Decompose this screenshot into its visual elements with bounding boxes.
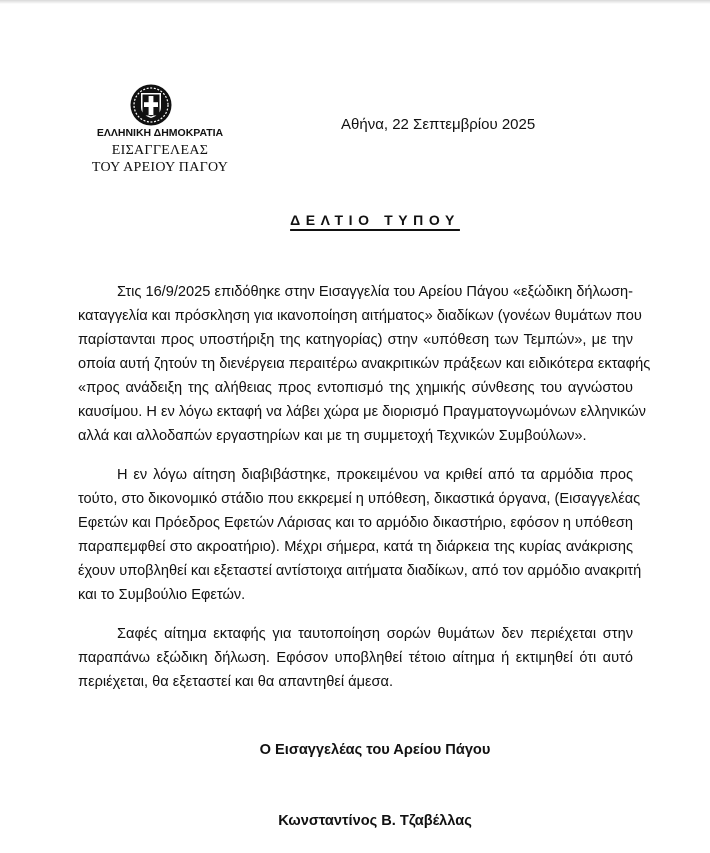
paragraph-line: «προς ανάδειξη της αλήθειας προς εντοπισμό της χημικής σύνθεσης του αγνώστου bbox=[78, 380, 633, 396]
signatory-role: Ο Εισαγγελέας του Αρείου Πάγου bbox=[259, 742, 491, 758]
greek-coat-of-arms-icon bbox=[129, 83, 173, 127]
paragraph-line: καταγγελία και πρόσκληση για ικανοποίηση αιτήματος» διαδίκων (γονέων θυμάτων που bbox=[78, 308, 642, 324]
paragraph-line: παραπάνω εξώδικη δήλωση. Εφόσον υποβληθεί τέτοιο αίτημα ή εκτιμηθεί ότι αυτό bbox=[78, 650, 633, 666]
signatory-name: Κωνσταντίνος Β. Τζαβέλλας bbox=[278, 813, 472, 829]
office-name-line-2: ΤΟΥ ΑΡΕΙΟΥ ΠΑΓΟΥ bbox=[91, 160, 229, 175]
republic-name: ΕΛΛΗΝΙΚΗ ΔΗΜΟΚΡΑΤΙΑ bbox=[96, 127, 224, 139]
paragraph-line: τούτο, στο δικονομικό στάδιο που εκκρεμεί η υπόθεση, δικαστικά όργανα, (Εισαγγελέας bbox=[78, 491, 641, 507]
paragraph-line: αλλά και αλλοδαπών εργαστηρίων και με τη συμμετοχή Τεχνικών Συμβούλων». bbox=[78, 428, 587, 444]
paragraph-line: Εφετών και Πρόεδρος Εφετών Λάρισας και το αρμόδιο δικαστήριο, εφόσον η υπόθεση bbox=[78, 515, 634, 531]
office-name-line-1: ΕΙΣΑΓΓΕΛΕΑΣ bbox=[111, 143, 209, 158]
paragraph-line: παραπεμφθεί στο ακροατήριο). Μέχρι σήμερα, κατά τη διάρκεια της κυρίας ανάκρισης bbox=[78, 539, 633, 555]
paragraph-line: καυσίμου. Η εν λόγω εκταφή να λάβει χώρα με διορισμό Πραγματογνωμόνων ελληνικών bbox=[78, 404, 646, 420]
paragraph-line: περιέχεται, θα εξεταστεί και θα απαντηθεί άμεσα. bbox=[78, 674, 394, 690]
paragraph-line: Η εν λόγω αίτηση διαβιβάστηκε, προκειμένου να κριθεί από τα αρμόδια προς bbox=[117, 467, 633, 483]
paragraph-line: Στις 16/9/2025 επιδόθηκε στην Εισαγγελία του Αρείου Πάγου «εξώδικη δήλωση- bbox=[117, 284, 633, 300]
paragraph-line: οποία αυτή ζητούν τη διενέργεια περαιτέρω ανακριτικών πράξεων και ειδικότερα εκταφής bbox=[78, 356, 651, 372]
paragraph-line: έχουν υποβληθεί και εξεταστεί αντίστοιχα αιτήματα διαδίκων, από τον αρμόδιο ανακριτή bbox=[78, 563, 642, 579]
document-date: Αθήνα, 22 Σεπτεμβρίου 2025 bbox=[341, 116, 536, 133]
paragraph-line: και το Συμβούλιο Εφετών. bbox=[78, 587, 246, 603]
paragraph-line: Σαφές αίτημα εκταφής για ταυτοποίηση σορών θυμάτων δεν περιέχεται στην bbox=[117, 626, 633, 642]
page-top-shadow bbox=[0, 0, 710, 4]
document-title: ΔΕΛΤΙΟ ΤΥΠΟΥ bbox=[290, 212, 460, 228]
paragraph-line: παρίστανται προς υποστήριξη της κατηγορίας) στην «υπόθεση των Τεμπών», με την bbox=[78, 332, 633, 348]
